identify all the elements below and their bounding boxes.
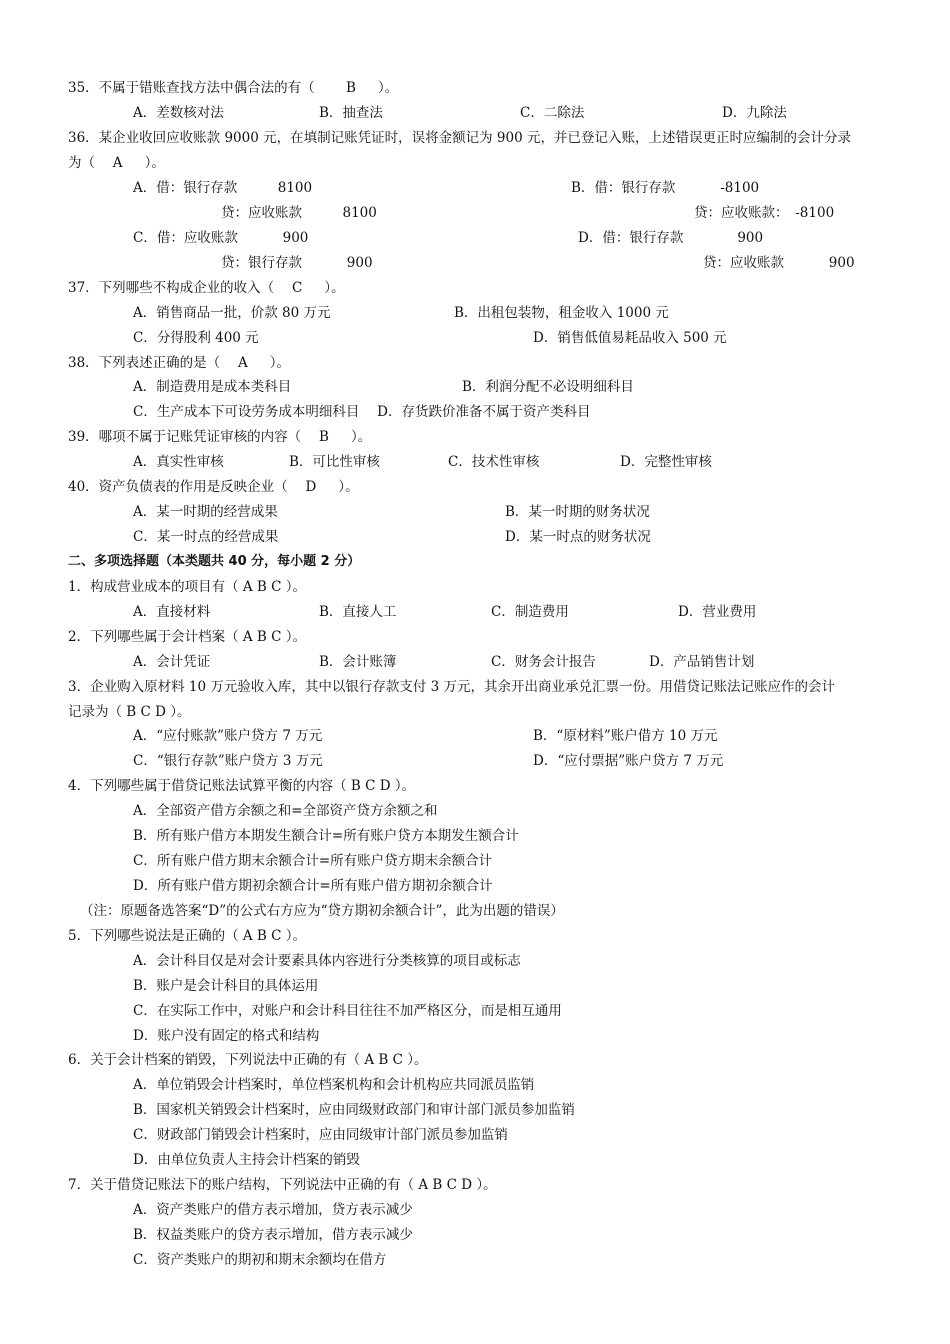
m1-option-b: B．直接人工 (319, 604, 397, 620)
q36-option-b-credit: 贷：应收账款： -8100 (694, 205, 835, 221)
m4-option-b: B．所有账户借方本期发生额合计=所有账户贷方本期发生额合计 (133, 828, 519, 844)
m2-option-c: C．财务会计报告 (491, 654, 596, 670)
m1-option-c: C．制造费用 (491, 604, 569, 620)
q37-stem: 37．下列哪些不构成企业的收入（ C ）。 (68, 280, 345, 296)
m3-option-a: A．“应付账款”账户贷方 7 万元 (133, 728, 323, 744)
m7-option-c: C．资产类账户的期初和期末余额均在借方 (133, 1252, 387, 1268)
q36-option-d-credit: 贷：应收账款 900 (703, 255, 855, 271)
q36-option-d-debit: D．借：银行存款 900 (578, 230, 764, 246)
q35-stem: 35．不属于错账查找方法中偶合法的有（ B ）。 (68, 80, 399, 96)
m5-stem: 5．下列哪些说法是正确的（ A B C ）。 (68, 928, 307, 944)
q36-option-b-debit: B．借：银行存款 -8100 (571, 180, 760, 196)
m7-stem: 7．关于借贷记账法下的账户结构，下列说法中正确的有（ A B C D ）。 (68, 1177, 497, 1193)
q35-option-b: B．抽查法 (319, 105, 383, 121)
q37-option-b: B．出租包装物，租金收入 1000 元 (454, 305, 669, 321)
m3-option-c: C．“银行存款”账户贷方 3 万元 (133, 753, 323, 769)
q35-option-d: D．九除法 (722, 105, 787, 121)
m6-option-c: C．财政部门销毁会计档案时，应由同级审计部门派员参加监销 (133, 1127, 508, 1143)
m4-option-a: A．全部资产借方余额之和=全部资产贷方余额之和 (133, 803, 438, 819)
m3-option-d: D．“应付票据”账户贷方 7 万元 (533, 753, 724, 769)
m1-stem: 1．构成营业成本的项目有（ A B C ）。 (68, 579, 307, 595)
m4-option-d: D．所有账户借方期初余额合计=所有账户借方期初余额合计 (133, 878, 493, 894)
m2-option-a: A．会计凭证 (133, 654, 211, 670)
m1-option-a: A．直接材料 (133, 604, 211, 620)
m2-option-b: B．会计账簿 (319, 654, 397, 670)
m2-stem: 2．下列哪些属于会计档案（ A B C ）。 (68, 629, 307, 645)
q38-option-b: B．利润分配不必设明细科目 (462, 379, 634, 395)
q36-option-a-debit: A．借：银行存款 8100 (133, 180, 313, 196)
m6-stem: 6．关于会计档案的销毁，下列说法中正确的有（ A B C ）。 (68, 1052, 428, 1068)
m2-option-d: D．产品销售计划 (649, 654, 755, 670)
q40-option-c: C．某一时点的经营成果 (133, 529, 279, 545)
m4-stem: 4．下列哪些属于借贷记账法试算平衡的内容（ B C D ）。 (68, 778, 416, 794)
q36-option-c-debit: C．借：应收账款 900 (133, 230, 309, 246)
q39-stem: 39．哪项不属于记账凭证审核的内容（ B ）。 (68, 429, 372, 445)
q39-option-b: B．可比性审核 (289, 454, 380, 470)
q36-stem-line2: 为（ A ）。 (68, 155, 165, 171)
q40-option-b: B．某一时期的财务状况 (505, 504, 650, 520)
m5-option-a: A．会计科目仅是对会计要素具体内容进行分类核算的项目或标志 (133, 953, 521, 969)
q39-option-c: C．技术性审核 (448, 454, 540, 470)
q38-option-a: A．制造费用是成本类科目 (133, 379, 292, 395)
q36-option-c-credit: 贷：银行存款 900 (221, 255, 373, 271)
m3-stem-line2: 记录为（ B C D ）。 (68, 704, 191, 720)
m7-option-b: B．权益类账户的贷方表示增加，借方表示减少 (133, 1227, 413, 1243)
q40-option-d: D．某一时点的财务状况 (505, 529, 651, 545)
q36-stem-line1: 36．某企业收回应收账款 9000 元，在填制记账凭证时，误将金额记为 900 元，并已登记入账，上述错误更正时应编制的会计分录 (68, 130, 851, 146)
m5-option-d: D．账户没有固定的格式和结构 (133, 1028, 320, 1044)
m7-option-a: A．资产类账户的借方表示增加，贷方表示减少 (133, 1202, 413, 1218)
q40-stem: 40．资产负债表的作用是反映企业（ D ）。 (68, 479, 359, 495)
q35-option-a: A．差数核对法 (133, 105, 224, 121)
q40-option-a: A．某一时期的经营成果 (133, 504, 278, 520)
m3-option-b: B．“原材料”账户借方 10 万元 (533, 728, 718, 744)
q39-option-a: A．真实性审核 (133, 454, 224, 470)
m1-option-d: D．营业费用 (678, 604, 757, 620)
q35-option-c: C．二除法 (520, 105, 585, 121)
m6-option-b: B．国家机关销毁会计档案时，应由同级财政部门和审计部门派员参加监销 (133, 1102, 575, 1118)
m6-option-a: A．单位销毁会计档案时，单位档案机构和会计机构应共同派员监销 (133, 1077, 535, 1093)
q37-option-c: C．分得股利 400 元 (133, 330, 259, 346)
q38-stem: 38．下列表述正确的是（ A ）。 (68, 355, 291, 371)
m6-option-d: D．由单位负责人主持会计档案的销毁 (133, 1152, 360, 1168)
m3-stem-line1: 3．企业购入原材料 10 万元验收入库，其中以银行存款支付 3 万元，其余开出商业承兑汇票一份。用借贷记账法记账应作的会计 (68, 679, 836, 695)
q36-option-a-credit: 贷：应收账款 8100 (221, 205, 377, 221)
m5-option-c: C．在实际工作中，对账户和会计科目往往不加严格区分，而是相互通用 (133, 1003, 562, 1019)
m5-option-b: B．账户是会计科目的具体运用 (133, 978, 319, 994)
m4-option-c: C．所有账户借方期末余额合计=所有账户贷方期末余额合计 (133, 853, 493, 869)
section-heading-multiple-choice: 二、多项选择题（本类题共 40 分，每小题 2 分） (68, 554, 361, 569)
m4-note: （注：原题备选答案“D”的公式右方应为“贷方期初余额合计”，此为出题的错误） (80, 903, 564, 919)
q37-option-d: D．销售低值易耗品收入 500 元 (533, 330, 727, 346)
q37-option-a: A．销售商品一批，价款 80 万元 (133, 305, 331, 321)
q38-option-cd: C．生产成本下可设劳务成本明细科目 D．存货跌价准备不属于资产类科目 (133, 404, 591, 420)
q39-option-d: D．完整性审核 (620, 454, 712, 470)
